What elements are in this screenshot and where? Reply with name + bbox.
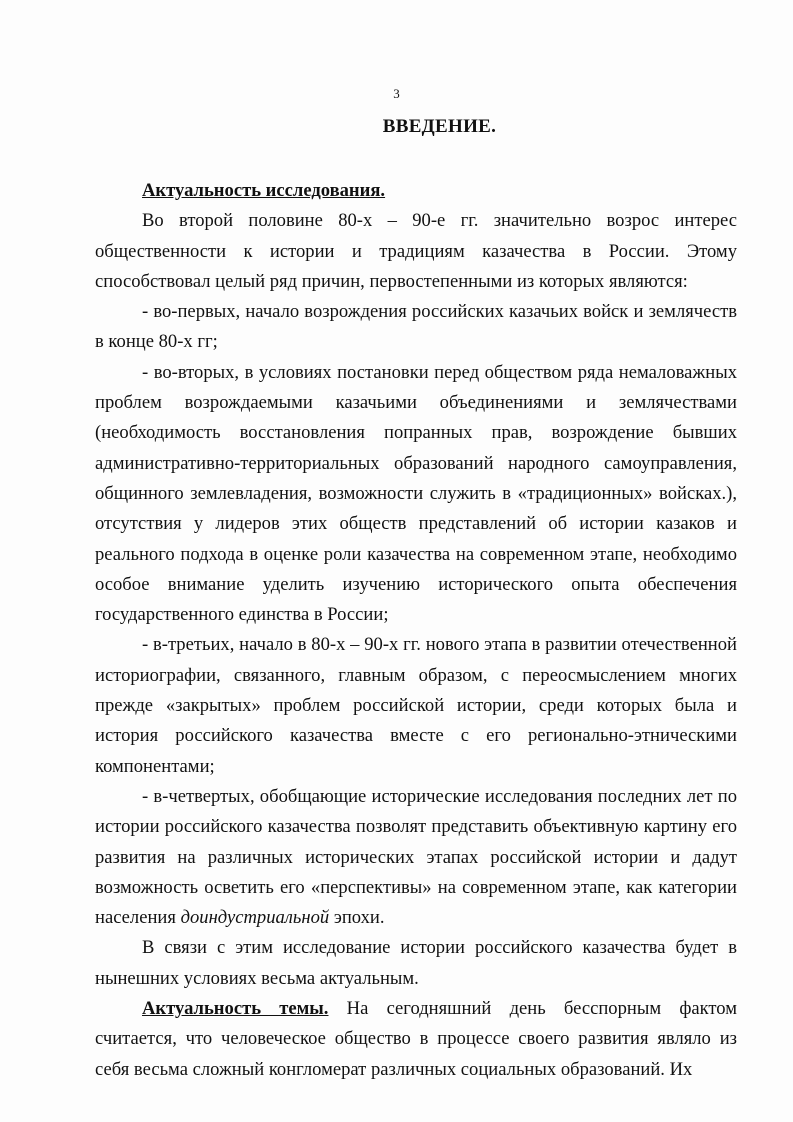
paragraph-conclusion: В связи с этим исследование истории российского казачества будет в нынешних условиях весьма актуальным. xyxy=(95,937,737,989)
relevance-topic-text: На сегодняшний день бесспорным фактом считается, что человеческое общество в процессе своего развития являло из себя весьма сложный конгломерат различных социальных образований. Их xyxy=(95,998,737,1080)
paragraph-relevance-topic xyxy=(95,994,737,1085)
section-title-relevance-topic: Актуальность темы. xyxy=(142,998,329,1020)
page-number: 3 xyxy=(393,86,400,101)
reason-4-text: - в-четвертых, обобщающие исторические исследования последних лет по истории российского казачества позволят представить объективную картину его развития на различных исторических этапах российской истории и дадут возможность осветить его «перспективы» на современном этапе, как категории населения xyxy=(95,785,737,929)
paragraph-intro: Во второй половине 80-х – 90-е гг. значительно возрос интерес общественности к истории и традициям казачества в России. Этому способствовал целый ряд причин, первостепенными из которых являются: xyxy=(95,210,737,292)
reason-4-end: эпохи. xyxy=(329,907,385,929)
paragraph-reason-3: - в-третьих, начало в 80-х – 90-х гг. нового этапа в развитии отечественной историографии, связанного, главным образом, с переосмыслением многих прежде «закрытых» проблем российской истории, среди которых была и история российского казачества вместе с его регионально-этническими компонентами; xyxy=(95,634,737,777)
paragraph-reason-1: - во-первых, начало возрождения российских казачьих войск и землячеств в конце 80-х гг; xyxy=(95,301,737,353)
page-title: ВВЕДЕНИЕ. xyxy=(382,116,497,137)
paragraph-reason-2: - во-вторых, в условиях постановки перед обществом ряда немаловажных проблем возрождаемыми казачьими объединениями и землячествами (необходимость восстановления попранных прав, возрождение бывших административно-территориальных образований народного самоуправления, общинного землевладения, возможности служить в «традиционных» войсках.), отсутствия у лидеров этих обществ представлений об истории казаков и реального подхода в оценке роли казачества на современном этапе, необходимо особое внимание уделить изучению исторического опыта обеспечения государственного единства в России; xyxy=(95,361,737,626)
paragraph-reason-4 xyxy=(95,782,737,933)
section-title-relevance-research xyxy=(95,176,737,206)
section-title-text: Актуальность исследования. xyxy=(142,180,386,201)
reason-4-emphasis: доиндустриальной xyxy=(180,907,330,929)
document-body xyxy=(95,176,737,1085)
